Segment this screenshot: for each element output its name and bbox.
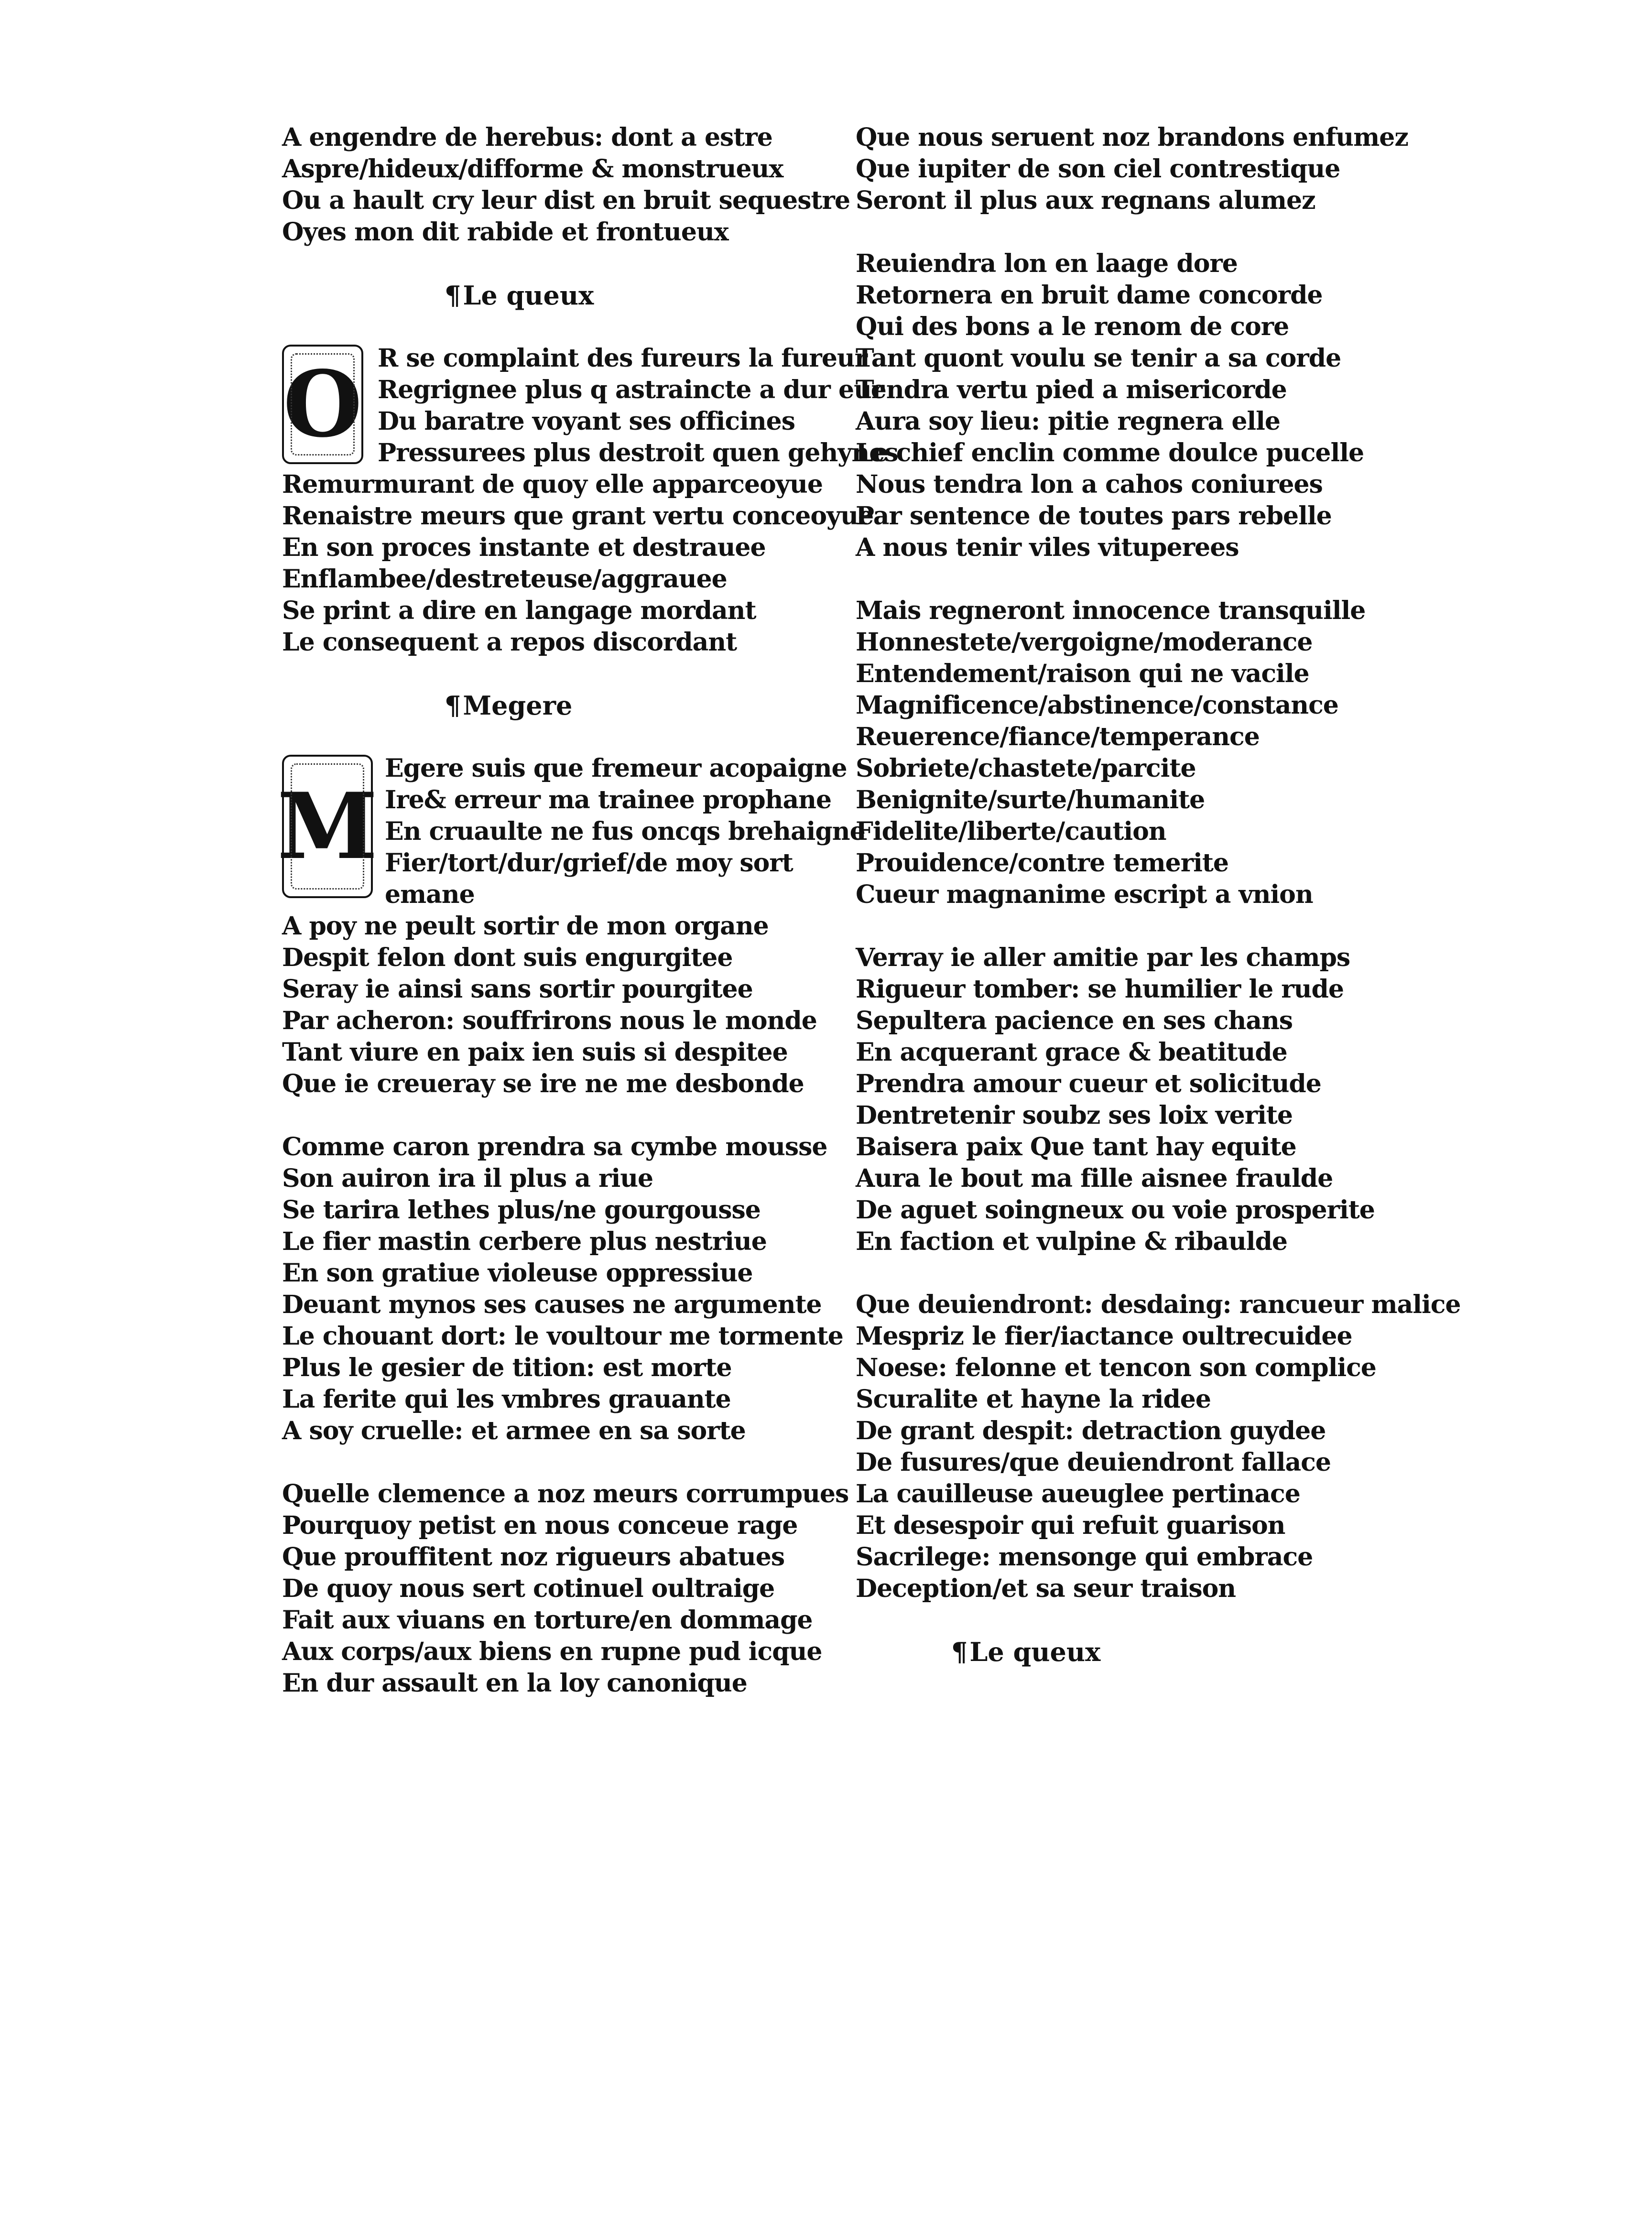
verse-line: emane — [385, 880, 475, 909]
initial-letter: M — [277, 773, 378, 879]
stanza-with-initial — [282, 343, 898, 658]
verse-line: Noese: felonne et tencon son complice — [856, 1353, 1376, 1382]
verse-line: Ou a hault cry leur dist en bruit sequestre — [282, 186, 850, 215]
verse-line: Que nous seruent noz brandons enfumez — [856, 123, 1408, 152]
verse-line: Pressurees plus destroit quen gehynes — [378, 438, 898, 467]
verse-line: Seront il plus aux regnans alumez — [856, 186, 1315, 215]
verse-line: Mais regneront innocence transquille — [856, 596, 1366, 625]
verse-line: En dur assault en la loy canonique — [282, 1669, 747, 1698]
verse-line: Le chief enclin comme doulce pucelle — [856, 438, 1364, 467]
decorated-initial-icon — [282, 345, 363, 464]
verse-line: Ire& erreur ma trainee prophane — [385, 785, 832, 814]
verse-line: Benignite/surte/humanite — [856, 785, 1205, 814]
verse-line: Que ie creueray se ire ne me desbonde — [282, 1069, 804, 1098]
verse-line: Que deuiendront: desdaing: rancueur malice — [856, 1290, 1461, 1319]
stanza — [282, 1131, 843, 1447]
verse-line: En son proces instante et destrauee — [282, 533, 766, 562]
verse-line: De quoy nous sert cotinuel oultraige — [282, 1574, 775, 1603]
verse-line: Sacrilege: mensonge qui embrace — [856, 1542, 1313, 1572]
verse-line: Aura soy lieu: pitie regnera elle — [856, 407, 1280, 436]
verse-line: Deuant mynos ses causes ne argumente — [282, 1290, 822, 1319]
verse-line: Despit felon dont suis engurgitee — [282, 943, 733, 972]
verse-line: A engendre de herebus: dont a estre — [282, 123, 772, 152]
pilcrow-icon: ¶ — [951, 1637, 968, 1667]
verse-line: Dentretenir soubz ses loix verite — [856, 1101, 1293, 1130]
speaker-name: Megere — [463, 690, 573, 721]
verse-line: Nous tendra lon a cahos coniurees — [856, 470, 1323, 499]
verse-line: Enflambee/destreteuse/aggrauee — [282, 564, 727, 594]
verse-line: Du baratre voyant ses officines — [378, 407, 795, 436]
verse-line: Reuiendra lon en laage dore — [856, 249, 1238, 278]
verse-line: Se print a dire en langage mordant — [282, 596, 756, 625]
section-heading — [282, 690, 837, 721]
decorated-initial-icon — [277, 755, 378, 898]
verse-line: Regrignee plus q astraincte a dur eur — [378, 375, 884, 404]
verse-line: En faction et vulpine & ribaulde — [856, 1227, 1287, 1256]
verse-line: Prouidence/contre temerite — [856, 848, 1228, 878]
verse-line: Verray ie aller amitie par les champs — [856, 943, 1350, 972]
stanza — [282, 122, 850, 248]
verse-line: En acquerant grace & beatitude — [856, 1038, 1287, 1067]
stanza — [856, 122, 1429, 217]
stanza — [856, 1289, 1461, 1605]
verse-line: Son auiron ira il plus a riue — [282, 1164, 653, 1193]
verse-line: Cueur magnanime escript a vnion — [856, 880, 1313, 909]
verse-line: Prendra amour cueur et solicitude — [856, 1069, 1321, 1098]
verse-line: Deception/et sa seur traison — [856, 1574, 1236, 1603]
right-column — [856, 122, 1461, 1699]
verse-line: En cruaulte ne fus oncqs brehaigne — [385, 817, 865, 846]
verse-line: Fier/tort/dur/grief/de moy sort — [385, 848, 793, 878]
verse-line: Retornera en bruit dame concorde — [856, 281, 1323, 310]
verse-line: Pourquoy petist en nous conceue rage — [282, 1511, 798, 1540]
verse-line: Reuerence/fiance/temperance — [856, 722, 1260, 751]
verse-line: Honnestete/vergoigne/moderance — [856, 628, 1313, 657]
verse-line: Que prouffitent noz rigueurs abatues — [282, 1542, 785, 1572]
verse-line: Mespriz le fier/iactance oultrecuidee — [856, 1322, 1352, 1351]
verse-line: De grant despit: detraction guydee — [856, 1416, 1326, 1445]
verse-line: Oyes mon dit rabide et frontueux — [282, 217, 728, 247]
pilcrow-icon: ¶ — [445, 690, 461, 721]
verse-line: Qui des bons a le renom de core — [856, 312, 1289, 341]
verse-line: Fidelite/liberte/caution — [856, 817, 1166, 846]
verse-line: Sobriete/chastete/parcite — [856, 754, 1196, 783]
verse-line: Et desespoir qui refuit guarison — [856, 1511, 1285, 1540]
initial-letter: O — [283, 351, 362, 457]
verse-line: Se tarira lethes plus/ne gourgousse — [282, 1195, 761, 1225]
stanza — [856, 595, 1429, 911]
verse-line: Remurmurant de quoy elle apparceoyue — [282, 470, 823, 499]
section-heading — [282, 280, 837, 311]
verse-line: La ferite qui les vmbres grauante — [282, 1385, 731, 1414]
verse-line: Quelle clemence a noz meurs corrumpues — [282, 1479, 849, 1509]
speaker-name: Le queux — [969, 1637, 1101, 1667]
verse-line: A nous tenir viles vituperees — [856, 533, 1239, 562]
verse-line: Le chouant dort: le voultour me tormente — [282, 1322, 843, 1351]
verse-line: De fusures/que deuiendront fallace — [856, 1448, 1331, 1477]
stanza — [856, 248, 1429, 564]
stanza — [856, 942, 1429, 1258]
verse-line: Seray ie ainsi sans sortir pourgitee — [282, 975, 753, 1004]
verse-line: Comme caron prendra sa cymbe mousse — [282, 1132, 827, 1161]
verse-line: Que iupiter de son ciel contrestique — [856, 154, 1340, 184]
verse-line: Par acheron: souffrirons nous le monde — [282, 1006, 817, 1035]
verse-line: Entendement/raison qui ne vacile — [856, 659, 1309, 688]
speaker-name: Le queux — [463, 280, 594, 311]
verse-line: Le consequent a repos discordant — [282, 628, 737, 657]
verse-line: Scuralite et hayne la ridee — [856, 1385, 1211, 1414]
initial-ornament — [291, 353, 355, 456]
verse-line: Magnificence/abstinence/constance — [856, 691, 1338, 720]
verse-line: A poy ne peult sortir de mon organe — [282, 912, 769, 941]
verse-line: Par sentence de toutes pars rebelle — [856, 501, 1332, 531]
stanza — [282, 1478, 849, 1699]
verse-line: Sepultera pacience en ses chans — [856, 1006, 1293, 1035]
verse-line: Aura le bout ma fille aisnee fraulde — [856, 1164, 1333, 1193]
verse-line: Tendra vertu pied a misericorde — [856, 375, 1287, 404]
verse-line: Aspre/hideux/difforme & monstrueux — [282, 154, 783, 184]
verse-line: R se complaint des fureurs la fureur — [378, 344, 868, 373]
verse-line: De aguet soingneux ou voie prosperite — [856, 1195, 1375, 1225]
verse-line: La cauilleuse aueuglee pertinace — [856, 1479, 1300, 1509]
verse-line: Fait aux viuans en torture/en dommage — [282, 1606, 813, 1635]
initial-ornament — [291, 763, 364, 890]
left-column — [277, 122, 898, 1699]
verse-line: Rigueur tomber: se humilier le rude — [856, 975, 1344, 1004]
verse-line: Plus le gesier de tition: est morte — [282, 1353, 732, 1382]
verse-line: Renaistre meurs que grant vertu conceoyue — [282, 501, 874, 531]
verse-line: Le fier mastin cerbere plus nestriue — [282, 1227, 767, 1256]
verse-line: Tant viure en paix ien suis si despitee — [282, 1038, 788, 1067]
pilcrow-icon: ¶ — [445, 280, 461, 311]
verse-line: Baisera paix Que tant hay equite — [856, 1132, 1296, 1161]
verse-line: A soy cruelle: et armee en sa sorte — [282, 1416, 746, 1445]
section-heading — [856, 1636, 1429, 1668]
verse-line: Tant quont voulu se tenir a sa corde — [856, 344, 1341, 373]
stanza-with-initial — [277, 753, 865, 1100]
verse-line: Egere suis que fremeur acopaigne — [385, 754, 847, 783]
verse-line: Aux corps/aux biens en rupne pud icque — [282, 1637, 822, 1666]
verse-line: En son gratiue violeuse oppressiue — [282, 1259, 753, 1288]
